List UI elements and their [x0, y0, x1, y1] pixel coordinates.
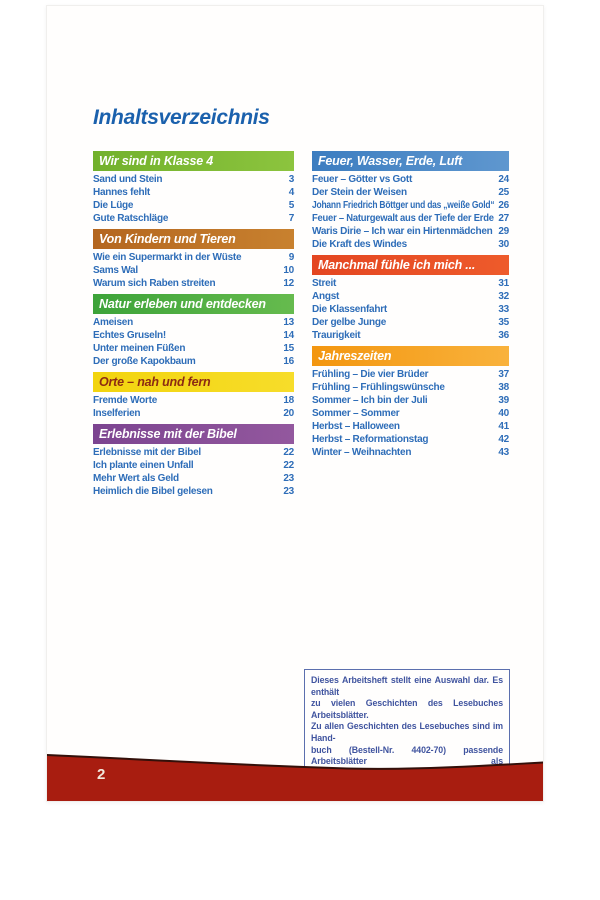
- toc-entry-title: Fremde Worte: [93, 395, 158, 406]
- toc-entry-title: Mehr Wert als Geld: [93, 473, 179, 484]
- page-number: 2: [97, 766, 106, 783]
- toc-entry-page: 22: [283, 447, 294, 458]
- page-title: Inhaltsverzeichnis: [93, 106, 270, 129]
- toc-entry-title: Angst: [312, 291, 340, 302]
- toc-entry-page: 41: [498, 421, 509, 432]
- toc-section: [93, 151, 294, 225]
- section-header: Von Kindern und Tieren: [93, 229, 294, 249]
- toc-section: [93, 424, 294, 498]
- toc-entry-page: 9: [288, 252, 294, 263]
- toc-entry-title: Die Klassenfahrt: [312, 304, 387, 315]
- toc-entry-title: Frühling – Frühlingswünsche: [312, 382, 445, 393]
- toc-entry-page: 4: [288, 187, 294, 198]
- toc-entry: [312, 420, 509, 433]
- toc-entry: [93, 355, 294, 368]
- toc-entry-title: Gute Ratschläge: [93, 213, 169, 224]
- section-header: Natur erleben und entdecken: [93, 294, 294, 314]
- toc-entry-page: 26: [498, 200, 509, 211]
- toc-entry: [93, 459, 294, 472]
- section-header: Erlebnisse mit der Bibel: [93, 424, 294, 444]
- toc-entry-title: Die Kraft des Windes: [312, 239, 407, 250]
- toc-entry-title: Streit: [312, 278, 337, 289]
- toc-entry-page: 27: [498, 213, 509, 224]
- toc-entry-title: Heimlich die Bibel gelesen: [93, 486, 213, 497]
- toc-entry: [312, 381, 509, 394]
- toc-entry: [312, 329, 509, 342]
- toc-entry: [93, 407, 294, 420]
- toc-entry-title: Inselferien: [93, 408, 141, 419]
- footer-wave: [47, 754, 544, 802]
- toc-entry: [93, 342, 294, 355]
- toc-entry-title: Winter – Weihnachten: [312, 447, 412, 458]
- toc-entry-page: 38: [498, 382, 509, 393]
- toc-entry-page: 35: [498, 317, 509, 328]
- toc-entry-title: Echtes Gruseln!: [93, 330, 166, 341]
- note-line: buch (Bestell-Nr. 4402-70) passende Arbeitsblätter als: [311, 744, 503, 767]
- toc-entry-title: Hannes fehlt: [93, 187, 151, 198]
- toc-entry: [93, 277, 294, 290]
- footer-wave-red-band: [47, 756, 544, 802]
- toc-entry: [312, 238, 509, 251]
- toc-entry-title: Johann Friedrich Böttger und das „weiße Gold“: [312, 200, 495, 211]
- toc-section: [93, 294, 294, 368]
- toc-entry: [312, 212, 509, 225]
- section-header: Jahreszeiten: [312, 346, 509, 366]
- toc-section: [312, 346, 509, 459]
- toc-entry: [312, 225, 509, 238]
- toc-entry-title: Frühling – Die vier Brüder: [312, 369, 429, 380]
- toc-entry: [93, 264, 294, 277]
- toc-entry-title: Die Lüge: [93, 200, 134, 211]
- toc-entry: [312, 407, 509, 420]
- toc-entry-title: Waris Dirie – Ich war ein Hirtenmädchen: [312, 226, 493, 237]
- toc-entry: [93, 485, 294, 498]
- toc-entry: [93, 199, 294, 212]
- toc-section: [312, 255, 509, 342]
- toc-entry: [312, 394, 509, 407]
- toc-entry: [312, 303, 509, 316]
- toc-section: [93, 372, 294, 420]
- toc-entry-title: Herbst – Reformationstag: [312, 434, 429, 445]
- toc-entry-title: Feuer – Naturgewalt aus der Tiefe der Erde: [312, 213, 494, 224]
- section-header: Feuer, Wasser, Erde, Luft: [312, 151, 509, 171]
- toc-entry: [312, 433, 509, 446]
- toc-entry-title: Sand und Stein: [93, 174, 163, 185]
- toc-entry: [312, 290, 509, 303]
- toc-entry: [93, 173, 294, 186]
- toc-entry-title: Traurigkeit: [312, 330, 361, 341]
- toc-entry-page: 22: [283, 460, 294, 471]
- toc-entry: [93, 394, 294, 407]
- toc-entry: [312, 277, 509, 290]
- toc-entry-page: 16: [283, 356, 294, 367]
- toc-entry-title: Der gelbe Junge: [312, 317, 387, 328]
- toc-entry: [312, 199, 509, 212]
- toc-entry-page: 23: [283, 473, 294, 484]
- toc-entry-page: 20: [283, 408, 294, 419]
- toc-entry-page: 37: [498, 369, 509, 380]
- note-line: Dieses Arbeitsheft stellt eine Auswahl dar. Es enthält: [311, 675, 503, 697]
- toc-entry-title: Herbst – Halloween: [312, 421, 400, 432]
- toc-entry-title: Warum sich Raben streiten: [93, 278, 216, 289]
- toc-entry-page: 42: [498, 434, 509, 445]
- toc-entry-title: Sams Wal: [93, 265, 138, 276]
- toc-entry-page: 40: [498, 408, 509, 419]
- toc-entry: [312, 186, 509, 199]
- toc-entry-page: 24: [498, 174, 509, 185]
- toc-entry-title: Feuer – Götter vs Gott: [312, 174, 413, 185]
- toc-entry-page: 15: [283, 343, 294, 354]
- toc-entry-page: 5: [288, 200, 294, 211]
- toc-entry-page: 10: [283, 265, 294, 276]
- scanned-page: [46, 5, 544, 802]
- section-header: Wir sind in Klasse 4: [93, 151, 294, 171]
- toc-entry-page: 29: [498, 226, 509, 237]
- toc-entry-page: 30: [498, 239, 509, 250]
- toc-entry-page: 12: [283, 278, 294, 289]
- toc-section: [312, 151, 509, 251]
- toc-entry-title: Der große Kapokbaum: [93, 356, 196, 367]
- toc-entry: [312, 173, 509, 186]
- left-column: [93, 151, 294, 502]
- toc-entry-page: 36: [498, 330, 509, 341]
- toc-entry-title: Erlebnisse mit der Bibel: [93, 447, 201, 458]
- toc-entry-title: Sommer – Sommer: [312, 408, 400, 419]
- toc-entry-page: 33: [498, 304, 509, 315]
- toc-entry: [93, 251, 294, 264]
- toc-entry-title: Sommer – Ich bin der Juli: [312, 395, 428, 406]
- toc-entry-page: 3: [288, 174, 294, 185]
- note-line: zu vielen Geschichten des Lesebuches Arbeitsblätter.: [311, 698, 503, 720]
- toc-entry-page: 25: [498, 187, 509, 198]
- toc-entry-title: Ameisen: [93, 317, 133, 328]
- toc-entry-title: Der Stein der Weisen: [312, 187, 407, 198]
- toc-section: [93, 229, 294, 290]
- right-column: [312, 151, 509, 463]
- toc-entry: [93, 446, 294, 459]
- toc-entry-title: Wie ein Supermarkt in der Wüste: [93, 252, 242, 263]
- section-header: Orte – nah und fern: [93, 372, 294, 392]
- toc-entry-page: 43: [498, 447, 509, 458]
- toc-entry-page: 23: [283, 486, 294, 497]
- toc-entry: [312, 446, 509, 459]
- toc-entry-title: Unter meinen Füßen: [93, 343, 186, 354]
- toc-entry-page: 18: [283, 395, 294, 406]
- toc-entry: [93, 186, 294, 199]
- section-header: Manchmal fühle ich mich ...: [312, 255, 509, 275]
- toc-entry-page: 7: [288, 213, 294, 224]
- toc-entry: [312, 368, 509, 381]
- toc-entry-page: 31: [498, 278, 509, 289]
- toc-entry-title: Ich plante einen Unfall: [93, 460, 194, 471]
- toc-entry-page: 32: [498, 291, 509, 302]
- toc-entry: [93, 472, 294, 485]
- toc-entry-page: 14: [283, 330, 294, 341]
- toc-entry: [312, 316, 509, 329]
- toc-entry: [93, 329, 294, 342]
- toc-entry: [93, 316, 294, 329]
- note-line: Zu allen Geschichten des Lesebuches sind im Hand-: [311, 721, 503, 743]
- toc-entry: [93, 212, 294, 225]
- toc-entry-page: 39: [498, 395, 509, 406]
- toc-entry-page: 13: [283, 317, 294, 328]
